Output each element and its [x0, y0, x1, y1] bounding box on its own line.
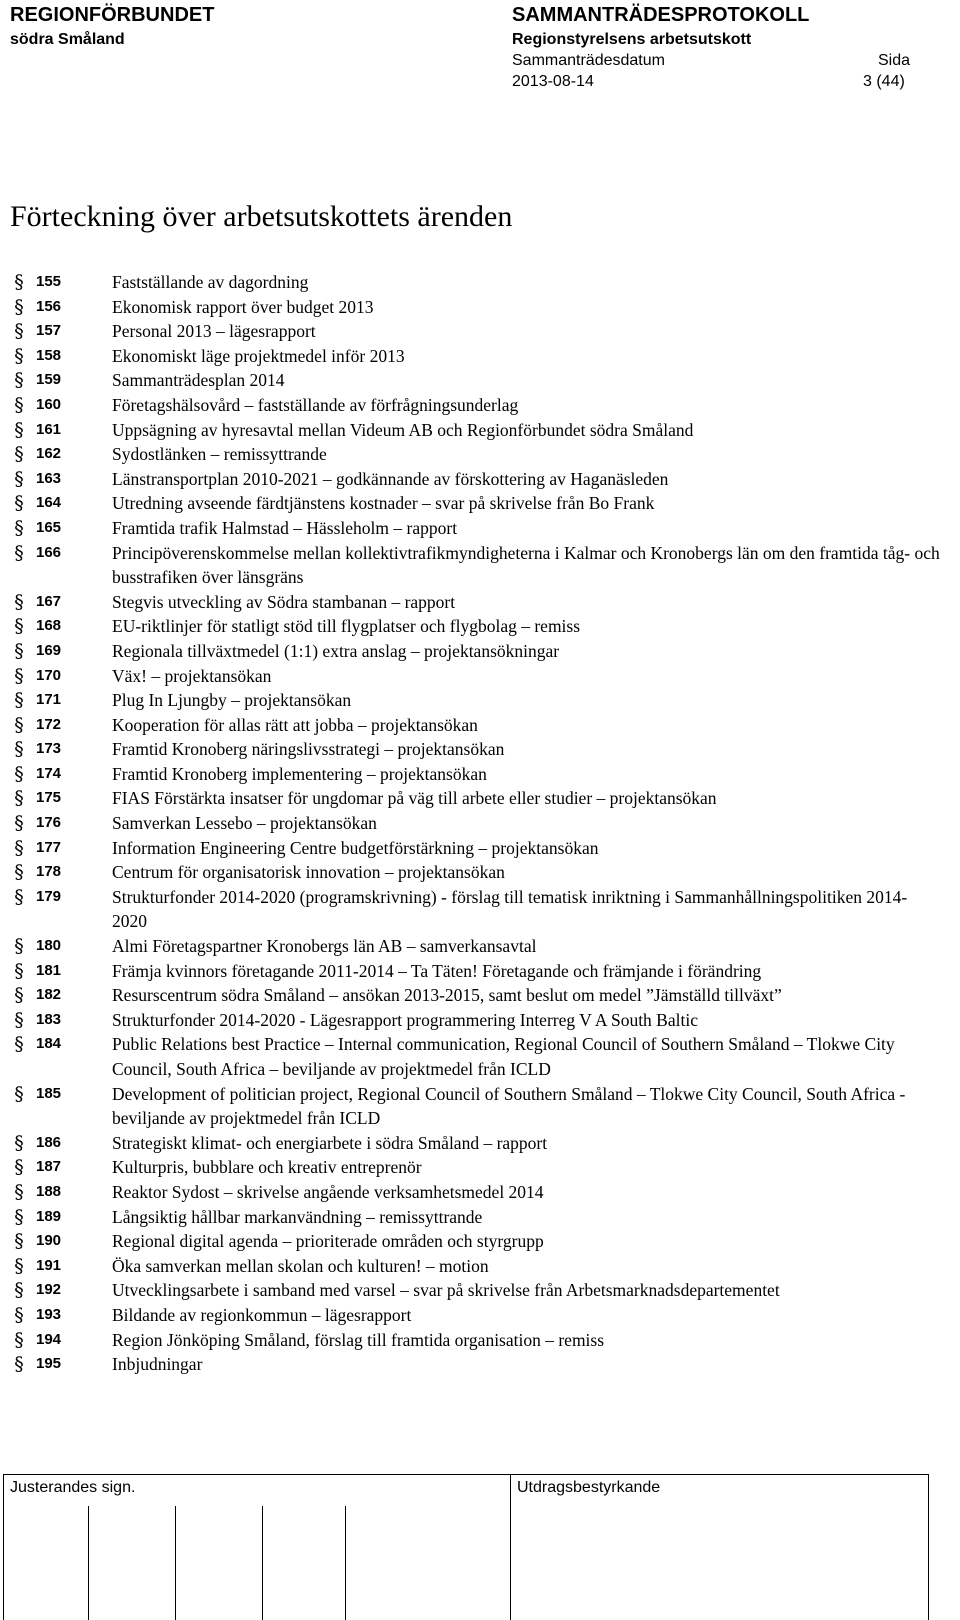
page-label: Sida: [878, 52, 911, 69]
item-number: 181: [36, 961, 62, 979]
item-title: Bildande av regionkommun – lägesrapport: [112, 1304, 412, 1325]
section-symbol: §: [14, 344, 24, 367]
list-item: [10, 1155, 940, 1180]
item-number: 165: [36, 518, 62, 536]
footer-separator: [88, 1506, 89, 1620]
section-symbol: §: [14, 861, 24, 884]
item-number: 190: [36, 1232, 62, 1250]
item-number: 194: [36, 1330, 62, 1348]
item-title: Regional digital agenda – prioriterade områden och styrgrupp: [112, 1231, 544, 1252]
item-title: Fastställande av dagordning: [112, 272, 309, 292]
item-title: Ekonomisk rapport över budget 2013: [112, 296, 374, 317]
item-number: 167: [36, 592, 62, 610]
section-symbol: §: [14, 1156, 24, 1179]
section-symbol: §: [14, 418, 24, 441]
section-symbol: §: [14, 1353, 24, 1376]
list-item: [10, 836, 940, 861]
item-number: 158: [36, 346, 62, 364]
item-title: Kulturpris, bubblare och kreativ entreprenör: [112, 1157, 422, 1178]
section-symbol: §: [14, 492, 24, 515]
section-symbol: §: [14, 393, 24, 416]
item-number: 166: [36, 543, 62, 561]
item-title: Almi Företagspartner Kronobergs län AB – samverkansavtal: [112, 936, 537, 957]
list-item: [10, 467, 940, 492]
item-title: Reaktor Sydost – skrivelse angående verksamhetsmedel 2014: [112, 1181, 544, 1202]
item-number: 173: [36, 740, 62, 758]
item-number: 172: [36, 715, 62, 733]
item-number: 184: [36, 1035, 62, 1053]
item-number: 156: [36, 297, 62, 315]
list-item: [10, 1131, 940, 1156]
list-item: [10, 442, 940, 467]
footer-separator: [345, 1506, 346, 1620]
signature-footer: [0, 1474, 960, 1620]
section-symbol: §: [14, 1033, 24, 1056]
item-number: 193: [36, 1305, 62, 1323]
item-number: 189: [36, 1207, 62, 1225]
section-symbol: §: [14, 1082, 24, 1105]
section-symbol: §: [14, 541, 24, 564]
section-symbol: §: [14, 639, 24, 662]
section-symbol: §: [14, 1279, 24, 1302]
footer-divider: [3, 1474, 928, 1475]
list-item: [10, 786, 940, 811]
list-item: [10, 1008, 940, 1033]
item-title: Strukturfonder 2014-2020 (programskrivning) - förslag till tematisk inriktning i Sammanhållningspolitiken 2014-2020: [112, 886, 908, 932]
list-item: [10, 959, 940, 984]
list-item: [10, 1278, 940, 1303]
section-symbol: §: [14, 1328, 24, 1351]
page-number: 3 (44): [863, 73, 905, 90]
section-symbol: §: [14, 959, 24, 982]
item-number: 191: [36, 1256, 62, 1274]
item-title: Öka samverkan mellan skolan och kulturen! – motion: [112, 1255, 489, 1276]
item-title: Uppsägning av hyresavtal mellan Videum AB och Regionförbundet södra Småland: [112, 419, 694, 440]
item-number: 182: [36, 986, 62, 1004]
item-title: Sydostlänken – remissyttrande: [112, 444, 327, 465]
section-symbol: §: [14, 1131, 24, 1154]
section-symbol: §: [14, 713, 24, 736]
item-number: 176: [36, 814, 62, 832]
item-title: Långsiktig hållbar markanvändning – remissyttrande: [112, 1206, 483, 1227]
footer-separator: [262, 1506, 263, 1620]
item-title: Centrum för organisatorisk innovation – projektansökan: [112, 862, 505, 883]
list-item: [10, 418, 940, 443]
list-item: [10, 1082, 940, 1131]
item-number: 171: [36, 691, 62, 709]
org-name: REGIONFÖRBUNDET: [10, 4, 215, 26]
meeting-date: 2013-08-14: [512, 73, 594, 90]
item-number: 185: [36, 1084, 62, 1102]
list-item: [10, 1254, 940, 1279]
list-item: [10, 270, 940, 295]
item-title: Region Jönköping Småland, förslag till framtida organisation – remiss: [112, 1329, 605, 1350]
item-title: Strukturfonder 2014-2020 - Lägesrapport programmering Interreg V A South Baltic: [112, 1009, 698, 1030]
signature-label: Justerandes sign.: [10, 1479, 136, 1496]
list-item: [10, 639, 940, 664]
item-title: Inbjudningar: [112, 1354, 203, 1375]
item-number: 175: [36, 789, 62, 807]
list-item: [10, 1229, 940, 1254]
item-number: 174: [36, 764, 62, 782]
item-number: 170: [36, 666, 62, 684]
list-item: [10, 737, 940, 762]
item-number: 162: [36, 445, 62, 463]
item-title: Väx! – projektansökan: [112, 665, 272, 686]
section-symbol: §: [14, 1303, 24, 1326]
item-title: Information Engineering Centre budgetförstärkning – projektansökan: [112, 837, 599, 858]
item-title: Ekonomiskt läge projektmedel inför 2013: [112, 345, 405, 366]
item-title: Personal 2013 – lägesrapport: [112, 321, 316, 342]
item-number: 155: [36, 273, 62, 290]
section-symbol: §: [14, 738, 24, 761]
list-item: [10, 885, 940, 934]
item-number: 161: [36, 420, 62, 438]
item-title: Framtid Kronoberg implementering – projektansökan: [112, 763, 487, 784]
section-symbol: §: [14, 467, 24, 490]
section-symbol: §: [14, 590, 24, 613]
item-number: 160: [36, 395, 62, 413]
item-title: Regionala tillväxtmedel (1:1) extra anslag – projektansökningar: [112, 640, 560, 661]
list-item: [10, 983, 940, 1008]
item-number: 164: [36, 494, 62, 512]
item-number: 169: [36, 641, 62, 659]
section-symbol: §: [14, 935, 24, 958]
footer-separator: [510, 1474, 511, 1620]
item-number: 168: [36, 617, 62, 635]
item-number: 188: [36, 1182, 62, 1200]
item-title: FIAS Förstärkta insatser för ungdomar på väg till arbete eller studier – projektansökan: [112, 788, 717, 809]
list-item: [10, 344, 940, 369]
item-number: 195: [36, 1355, 62, 1373]
meeting-date-label: Sammanträdesdatum: [512, 52, 665, 69]
footer-border-left: [3, 1474, 4, 1620]
section-symbol: §: [14, 664, 24, 687]
section-symbol: §: [14, 271, 24, 293]
footer-border-right: [928, 1474, 929, 1620]
org-subname: södra Småland: [10, 31, 125, 48]
item-number: 192: [36, 1281, 62, 1299]
item-title: Utredning avseende färdtjänstens kostnader – svar på skrivelse från Bo Frank: [112, 493, 655, 514]
list-item: [10, 664, 940, 689]
item-title: Kooperation för allas rätt att jobba – projektansökan: [112, 714, 478, 735]
list-item: [10, 1180, 940, 1205]
committee-name: Regionstyrelsens arbetsutskott: [512, 31, 752, 48]
list-item: [10, 516, 940, 541]
item-number: 157: [36, 322, 62, 340]
section-symbol: §: [14, 984, 24, 1007]
document-type: SAMMANTRÄDESPROTOKOLL: [512, 4, 810, 26]
item-title: EU-riktlinjer för statligt stöd till flygplatser och flygbolag – remiss: [112, 616, 581, 637]
list-item: [10, 1328, 940, 1353]
section-symbol: §: [14, 1205, 24, 1228]
item-title: Development of politician project, Regional Council of Southern Småland – Tlokwe City Council, South Africa - beviljande av projektmedel från ICLD: [112, 1083, 906, 1129]
section-symbol: §: [14, 443, 24, 466]
section-symbol: §: [14, 885, 24, 908]
item-number: 183: [36, 1010, 62, 1028]
section-symbol: §: [14, 787, 24, 810]
list-item: [10, 295, 940, 320]
item-number: 177: [36, 838, 62, 856]
item-title: Samverkan Lessebo – projektansökan: [112, 813, 377, 834]
item-title: Framtida trafik Halmstad – Hässleholm – rapport: [112, 517, 458, 538]
item-title: Principöverenskommelse mellan kollektivtrafikmyndigheterna i Kalmar och Kronobergs län om den framtida tåg- och busstrafiken över länsgräns: [112, 542, 940, 588]
item-title: Främja kvinnors företagande 2011-2014 – Ta Täten! Företagande och främjande i förändring: [112, 960, 762, 981]
section-symbol: §: [14, 762, 24, 785]
section-symbol: §: [14, 615, 24, 638]
section-symbol: §: [14, 1180, 24, 1203]
section-symbol: §: [14, 812, 24, 835]
item-title: Stegvis utveckling av Södra stambanan – rapport: [112, 591, 456, 612]
item-title: Utvecklingsarbete i samband med varsel – svar på skrivelse från Arbetsmarknadsdepartementet: [112, 1280, 780, 1301]
list-item: [10, 1032, 940, 1081]
list-item: [10, 1205, 940, 1230]
section-symbol: §: [14, 689, 24, 712]
list-item: [10, 1303, 940, 1328]
item-title: Resurscentrum södra Småland – ansökan 2013-2015, samt beslut om medel ”Jämställd tillväxt”: [112, 985, 782, 1006]
item-title: Strategiskt klimat- och energiarbete i södra Småland – rapport: [112, 1132, 548, 1153]
list-item: [10, 590, 940, 615]
item-title: Plug In Ljungby – projektansökan: [112, 690, 352, 711]
list-item: [10, 934, 940, 959]
section-symbol: §: [14, 295, 24, 318]
item-title: Public Relations best Practice – Internal communication, Regional Council of Southern Småland – Tlokwe City Council, South Africa – beviljande av projektmedel från ICLD: [112, 1034, 895, 1079]
item-title: Länstransportplan 2010-2021 – godkännande av förskottering av Haganäsleden: [112, 468, 669, 489]
section-symbol: §: [14, 1008, 24, 1031]
item-number: 159: [36, 371, 62, 389]
item-number: 178: [36, 863, 62, 881]
section-symbol: §: [14, 1230, 24, 1253]
list-item: [10, 860, 940, 885]
section-symbol: §: [14, 320, 24, 343]
certification-label: Utdragsbestyrkande: [517, 1479, 661, 1496]
section-symbol: §: [14, 516, 24, 539]
item-title: Sammanträdesplan 2014: [112, 370, 285, 391]
item-title: Framtid Kronoberg näringslivsstrategi – projektansökan: [112, 739, 505, 760]
section-symbol: §: [14, 1254, 24, 1277]
item-title: Företagshälsovård – fastställande av förfrågningsunderlag: [112, 394, 519, 415]
list-item: [10, 713, 940, 738]
list-item: [10, 762, 940, 787]
item-number: 179: [36, 887, 62, 905]
item-number: 186: [36, 1133, 62, 1151]
list-item: [10, 811, 940, 836]
item-number: 187: [36, 1158, 62, 1176]
agenda-item-list: [10, 270, 940, 1377]
list-item: [10, 319, 940, 344]
list-item: [10, 491, 940, 516]
list-item: [10, 393, 940, 418]
list-item: [10, 368, 940, 393]
section-symbol: §: [14, 369, 24, 392]
list-item: [10, 1352, 940, 1377]
page-title: Förteckning över arbetsutskottets ärenden: [10, 200, 513, 233]
item-number: 163: [36, 469, 62, 487]
footer-separator: [175, 1506, 176, 1620]
item-number: 180: [36, 937, 62, 955]
list-item: [10, 688, 940, 713]
list-item: [10, 614, 940, 639]
list-item: [10, 541, 940, 590]
section-symbol: §: [14, 836, 24, 859]
